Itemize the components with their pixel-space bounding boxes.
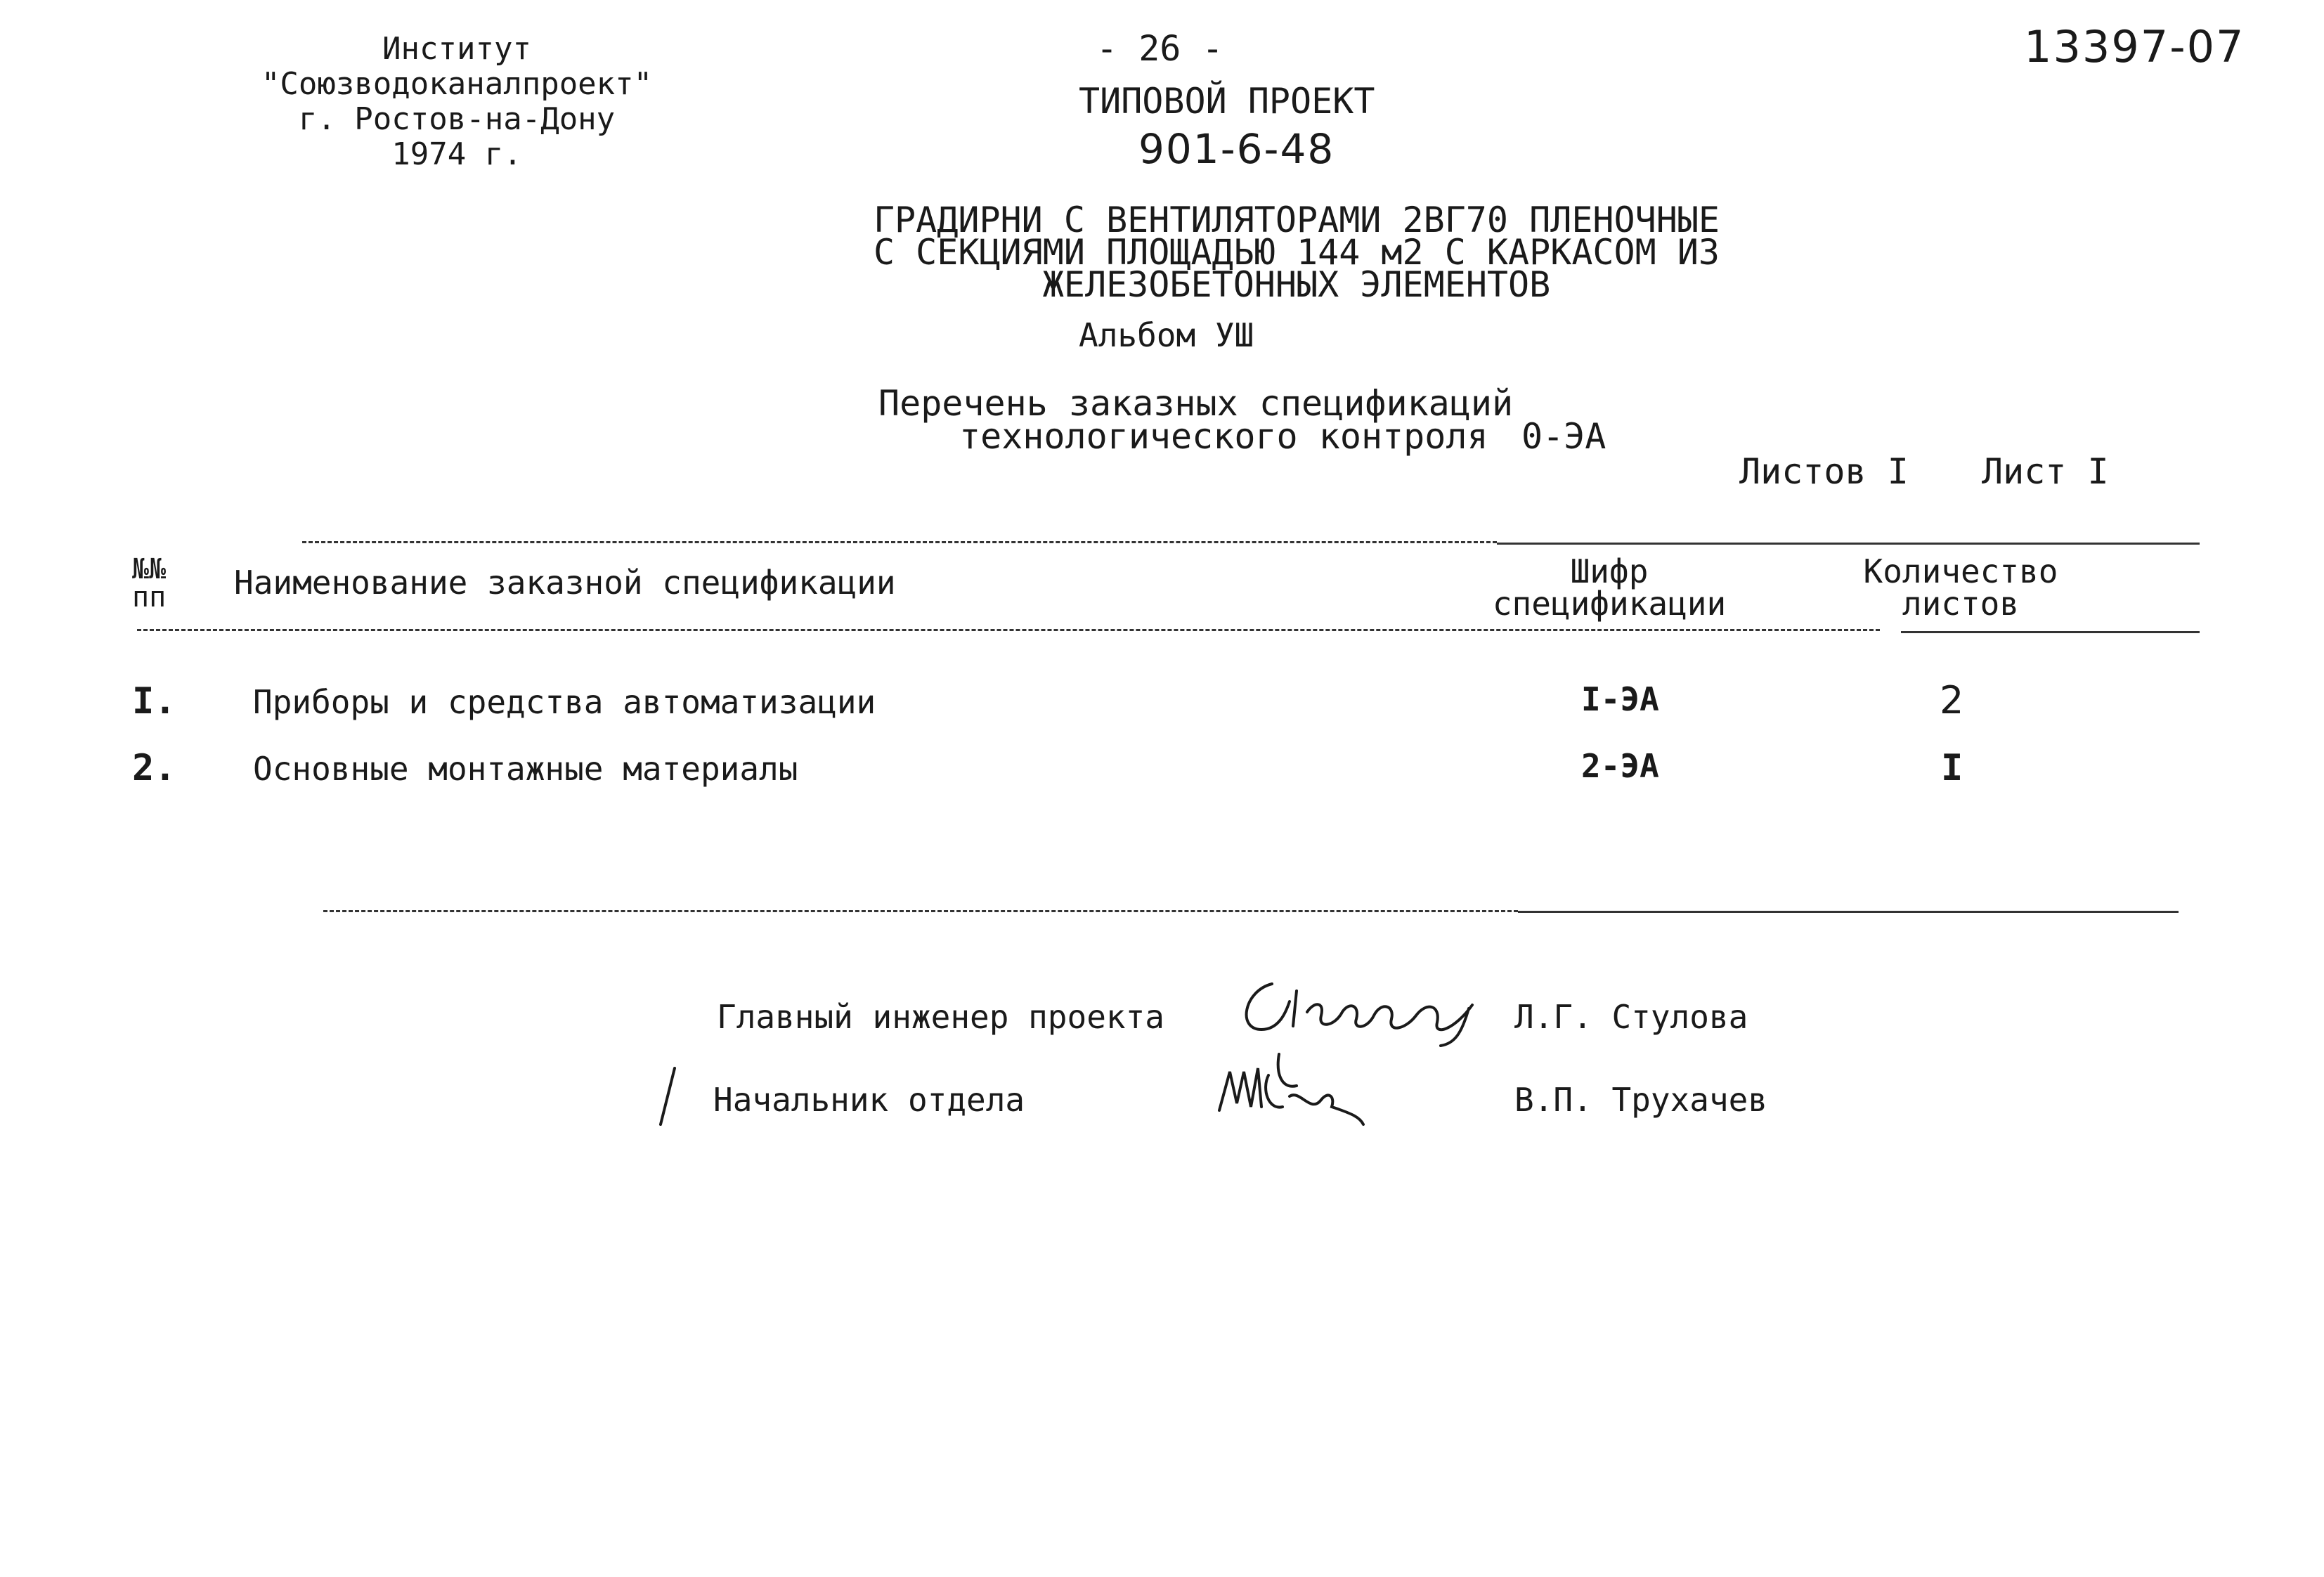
row-name: Приборы и средства автоматизации (253, 683, 876, 721)
project-code: 901-6-48 (1138, 125, 1335, 173)
signature-chief-engineer (1230, 963, 1497, 1047)
header-code: Шифр спецификации (1492, 552, 1727, 623)
title-line: ЖЕЛЕЗОБЕТОННЫХ ЭЛЕМЕНТОВ (1042, 264, 1551, 305)
sheet-number: Лист I (1982, 451, 2109, 492)
list-title-line1: Перечень заказных спецификаций (878, 383, 1514, 424)
row-code: I-ЭА (1581, 680, 1659, 718)
table-header-rule-right (1901, 631, 2200, 633)
table-top-rule (302, 541, 1497, 543)
institute-line: 1974 г. (391, 136, 522, 172)
album-label: Альбом УШ (1079, 316, 1254, 354)
institute-line: г. Ростов-на-Дону (298, 101, 616, 137)
signature-role-department-head: Начальник отдела (713, 1081, 1025, 1119)
institute-line: Институт (382, 31, 531, 67)
signature-name-chief-engineer: Л.Г. Стулова (1514, 998, 1748, 1036)
institute-block (239, 32, 675, 172)
header-no: №№ пп (132, 553, 167, 614)
signature-role-chief-engineer: Главный инженер проекта (717, 998, 1164, 1036)
table-header-rule (137, 629, 1880, 631)
institute-line: "Союзводоканалпроект" (261, 66, 653, 102)
row-name: Основные монтажные материалы (253, 750, 798, 788)
project-type: ТИПОВОЙ ПРОЕКТ (1079, 81, 1375, 122)
sheets-total: Листов I (1739, 451, 1909, 492)
row-count: I (1941, 747, 1963, 789)
row-number: 2. (132, 747, 176, 789)
row-number: I. (132, 680, 176, 722)
header-name: Наименование заказной спецификации (234, 564, 896, 602)
title-line: С СЕКЦИЯМИ ПЛОЩАДЬЮ 144 м2 С КАРКАСОМ ИЗ (873, 232, 1720, 273)
signature-mark (654, 1065, 682, 1128)
table-top-rule-right (1497, 543, 2200, 545)
document-number: 13397-07 (2024, 21, 2245, 72)
list-code: 0-ЭА (1521, 416, 1606, 457)
table-bottom-rule-right (1518, 911, 2179, 913)
project-title (829, 200, 1764, 305)
list-title-line2: технологического контроля (959, 416, 1488, 457)
row-count: 2 (1940, 678, 1966, 722)
signature-name-department-head: В.П. Трухачев (1514, 1081, 1768, 1119)
page-number: - 26 - (1096, 28, 1223, 69)
header-count: Количество листов (1863, 552, 2058, 623)
signature-department-head (1212, 1047, 1367, 1131)
table-bottom-rule (323, 910, 1518, 912)
title-line: ГРАДИРНИ С ВЕНТИЛЯТОРАМИ 2ВГ70 ПЛЕНОЧНЫЕ (873, 200, 1720, 240)
row-code: 2-ЭА (1581, 747, 1659, 785)
